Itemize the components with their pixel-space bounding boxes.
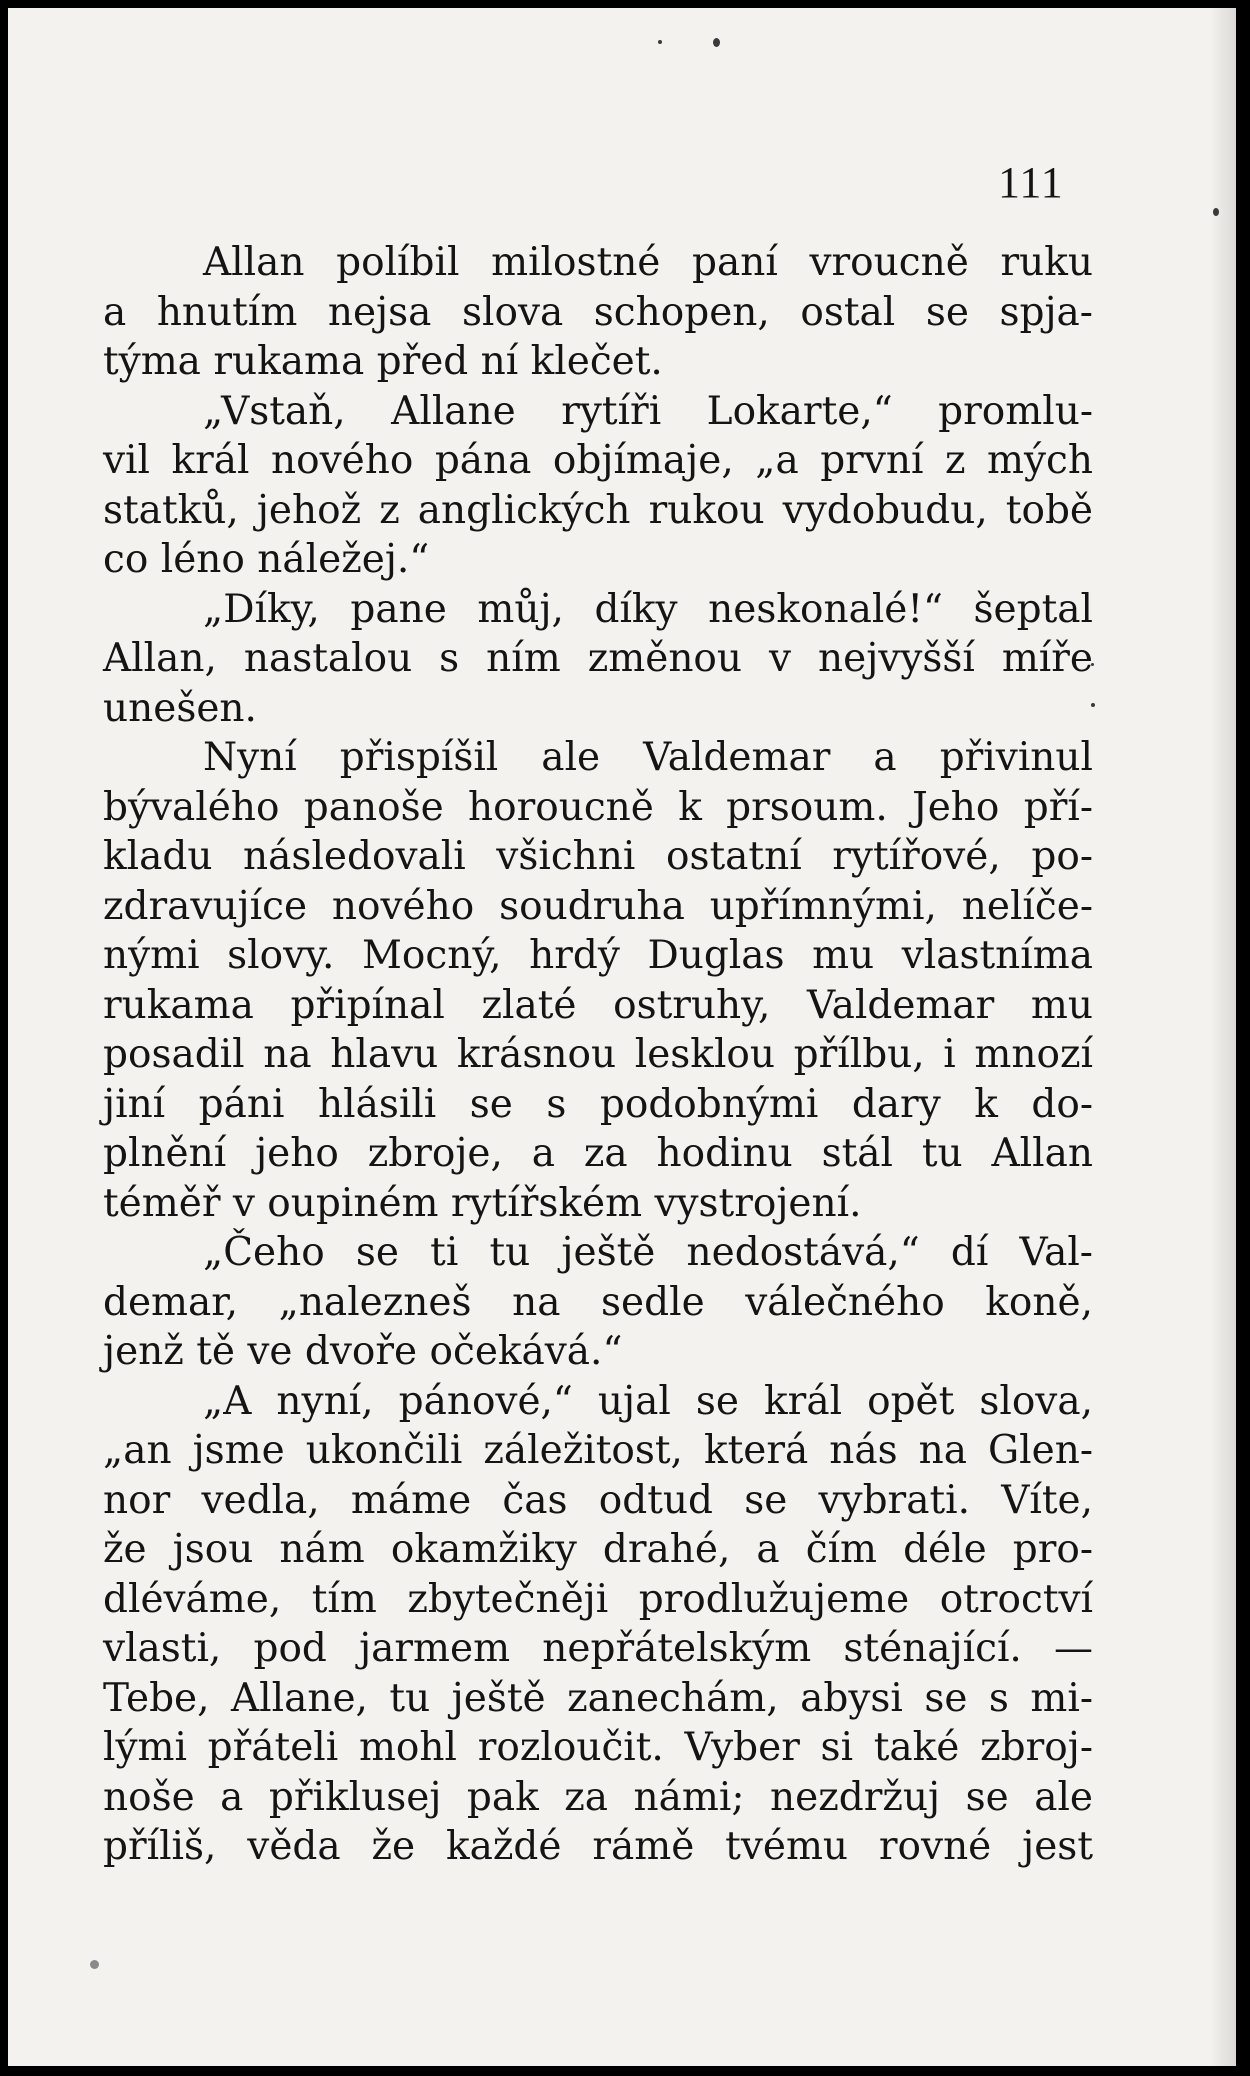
text-line: dléváme, tím zbytečněji prodlužujeme otroctví: [103, 1576, 1093, 1622]
text-line: příliš, věda že každé rámě tvému rovné jest: [103, 1824, 1093, 1869]
text-line: zdravujíce nového soudruha upřímnými, nelíče-: [103, 883, 1093, 929]
text-line: Tebe, Allane, tu ještě zanechám, abysi se s mi-: [103, 1675, 1093, 1721]
text-line: unešen.: [103, 685, 257, 731]
text-line: týma rukama před ní klečet.: [103, 339, 663, 384]
text-line: rukama připínal zlaté ostruhy, Valdemar mu: [103, 982, 1093, 1028]
text-line: demar, „nalezneš na sedle válečného koně,: [103, 1279, 1093, 1325]
page-number: 111: [998, 158, 1064, 207]
text-line: noše a přiklusej pak za námi; nezdržuj se ale: [103, 1774, 1093, 1820]
print-speck: [1213, 208, 1219, 216]
print-speck: [713, 38, 720, 47]
text-line: a hnutím nejsa slova schopen, ostal se spja-: [103, 289, 1093, 335]
text-line: nor vedla, máme čas odtud se vybrati. Víte,: [103, 1477, 1093, 1523]
text-line: lými přáteli mohl rozloučit. Vyber si také zbroj-: [103, 1725, 1093, 1770]
print-speck: [90, 1960, 99, 1969]
text-line: vlasti, pod jarmem nepřátelským sténající. —: [103, 1626, 1093, 1671]
text-line: jiní páni hlásili se s podobnými dary k do-: [103, 1081, 1093, 1127]
text-line: „A nyní, pánové,“ ujal se král opět slova,: [203, 1378, 1093, 1424]
text-line: co léno náležej.“: [103, 537, 430, 582]
text-line: jenž tě ve dvoře očekává.“: [103, 1329, 623, 1374]
body-text: [103, 238, 1093, 1872]
text-line: Allan, nastalou s ním změnou v nejvyšší míře: [103, 636, 1093, 681]
print-speck: [658, 40, 662, 44]
text-line: „Díky, pane můj, díky neskonalé!“ šeptal: [203, 586, 1093, 632]
text-line: vil král nového pána objímaje, „a první z mých: [103, 438, 1093, 483]
text-line: „Čeho se ti tu ještě nedostává,“ dí Val-: [203, 1230, 1093, 1275]
text-line: statků, jehož z anglických rukou vydobudu, tobě: [103, 487, 1093, 533]
text-line: „an jsme ukončili záležitost, která nás na Glen-: [103, 1428, 1093, 1473]
text-line: že jsou nám okamžiky drahé, a čím déle pro-: [103, 1527, 1093, 1572]
text-line: Nyní přispíšil ale Valdemar a přivinul: [203, 735, 1093, 780]
text-line: téměř v oupiném rytířském vystrojení.: [103, 1180, 862, 1226]
page-edge-shadow: [1210, 8, 1236, 2066]
text-line: kladu následovali všichni ostatní rytířové, po-: [103, 834, 1093, 879]
text-line: „Vstaň, Allane rytíři Lokarte,“ promlu-: [203, 388, 1093, 434]
text-line: posadil na hlavu krásnou lesklou přílbu, i mnozí: [103, 1032, 1093, 1077]
text-line: nými slovy. Mocný, hrdý Duglas mu vlastníma: [103, 933, 1093, 978]
text-line: plnění jeho zbroje, a za hodinu stál tu Allan: [103, 1131, 1093, 1176]
text-line: bývalého panoše horoucně k prsoum. Jeho pří-: [103, 784, 1093, 830]
book-page: [8, 8, 1236, 2066]
text-line: Allan políbil milostné paní vroucně ruku: [203, 240, 1093, 285]
